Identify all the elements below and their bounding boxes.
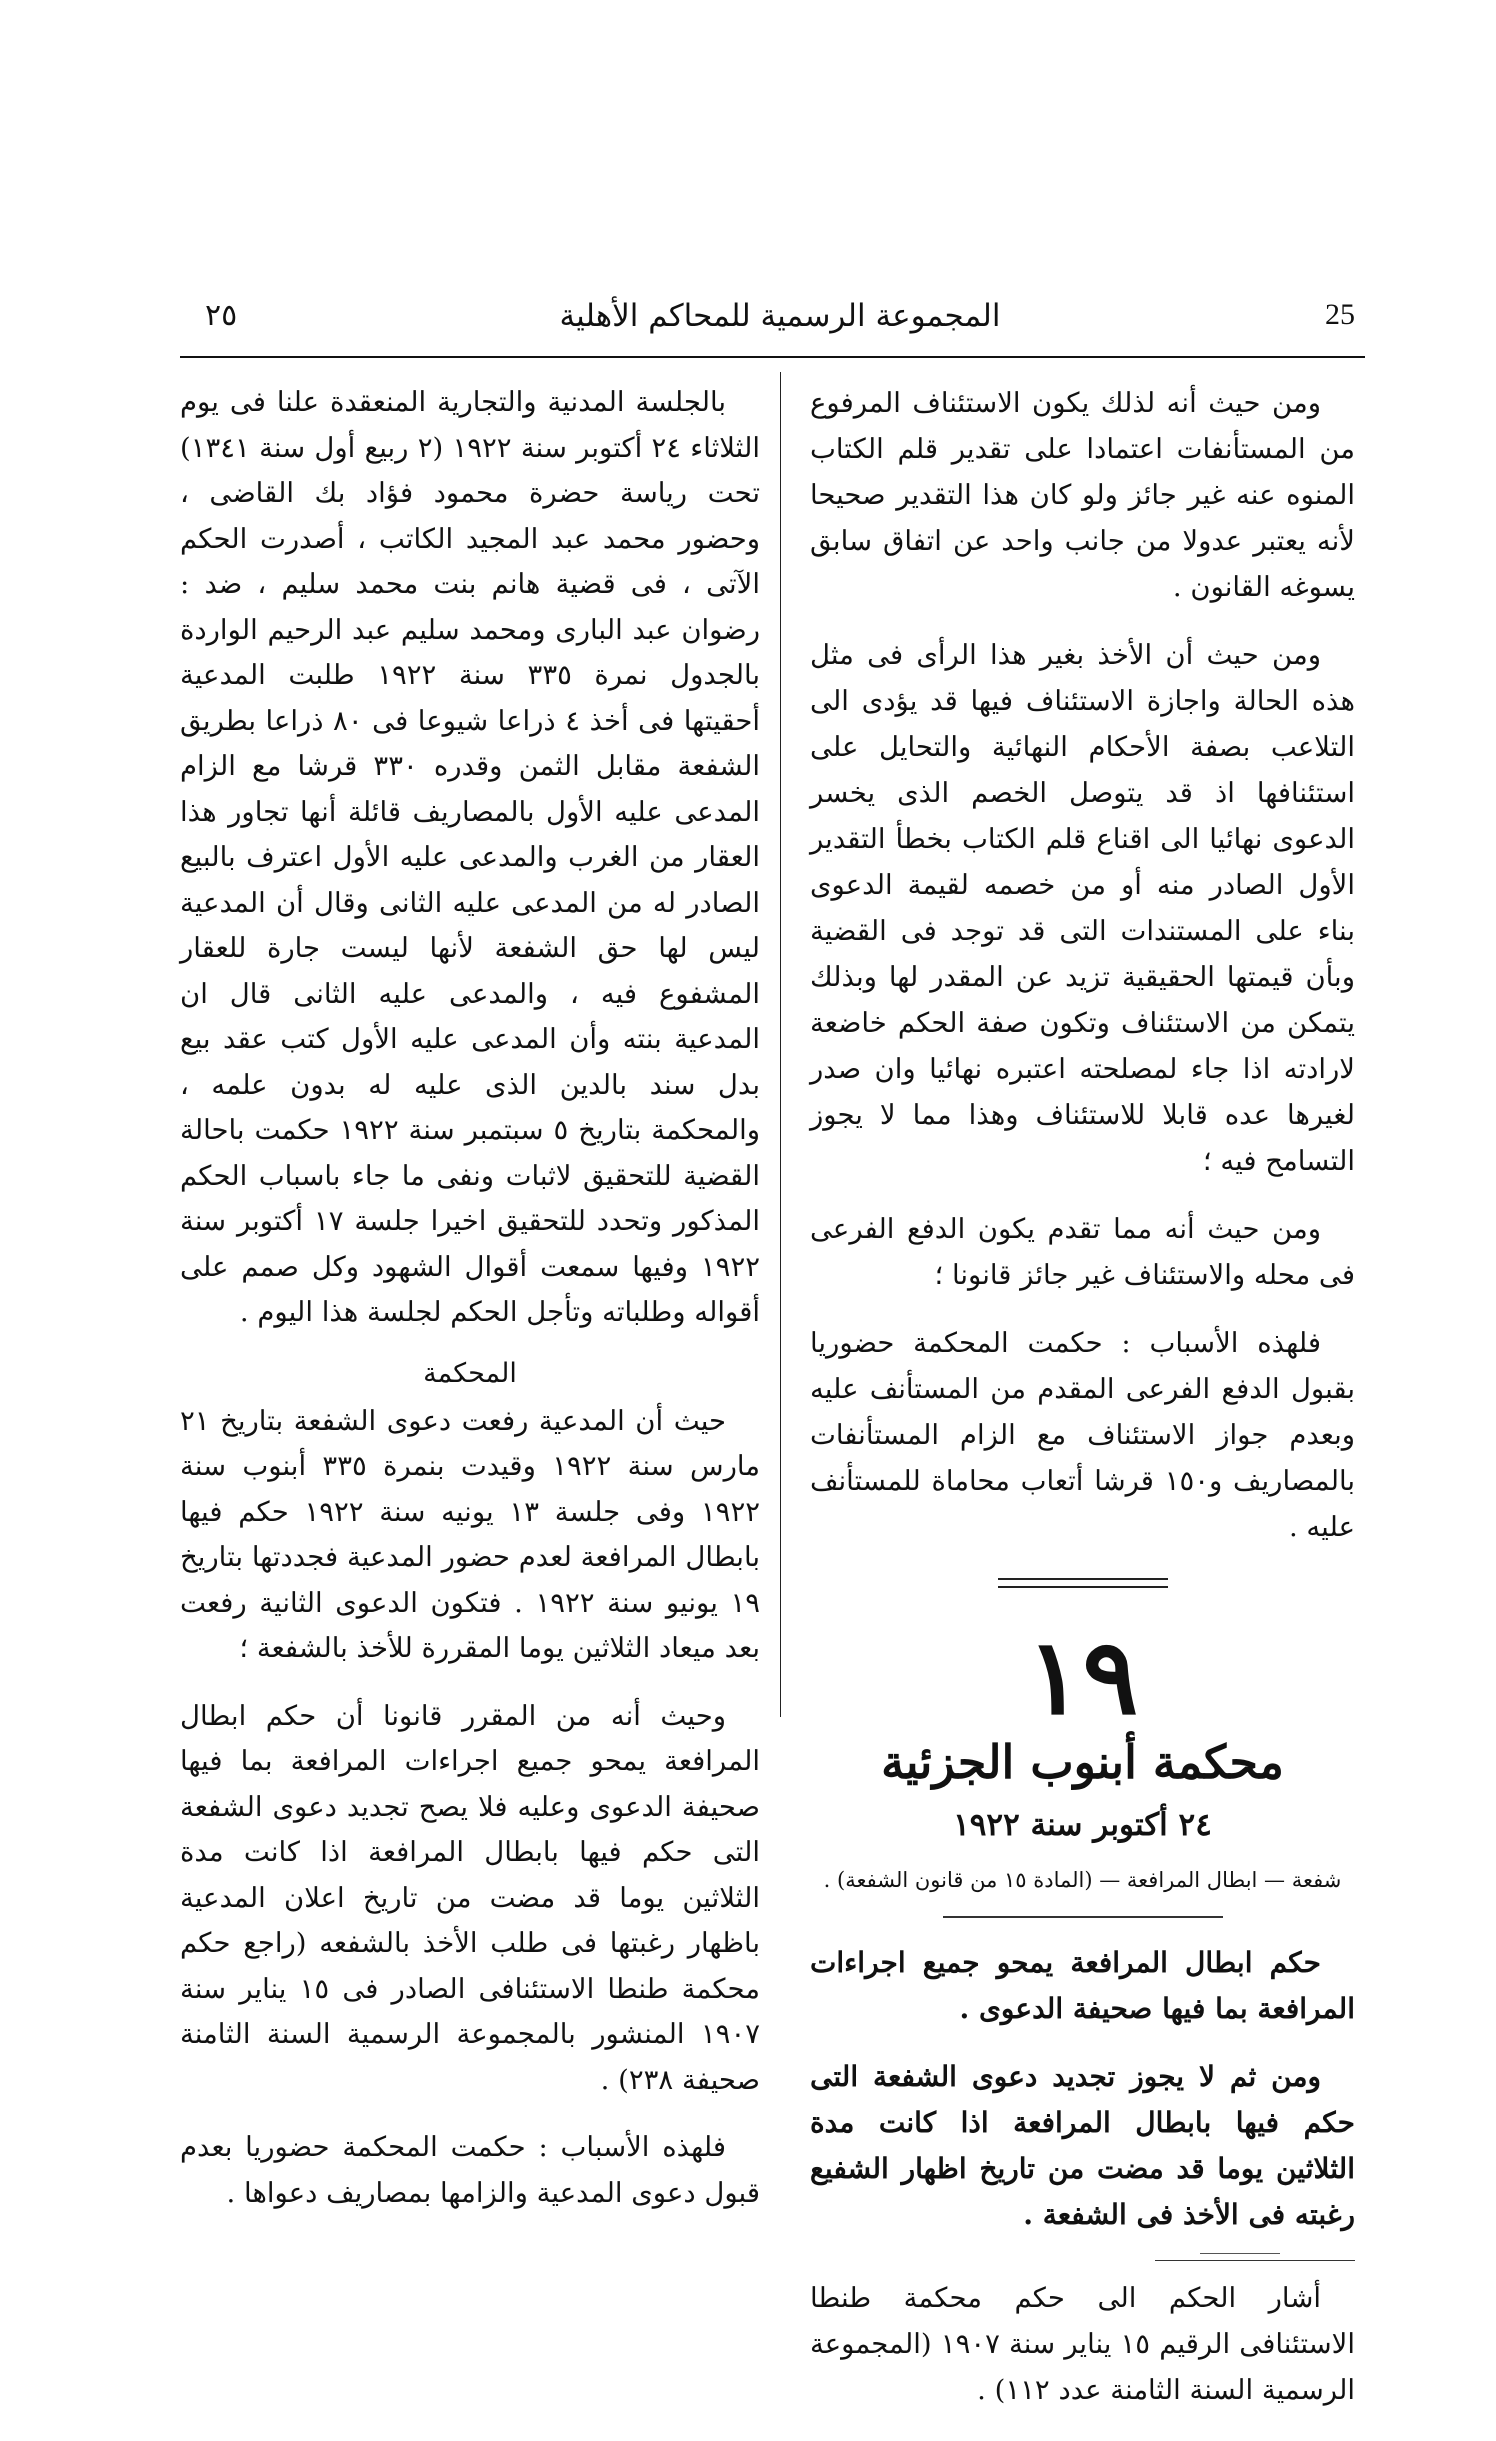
case-number: ١٩	[1026, 1615, 1139, 1738]
footnote-rule	[1155, 2260, 1355, 2261]
paragraph: ومن حيث أن الأخذ بغير هذا الرأى فى مثل هذه الحالة واجازة الاستئناف فيها قد يؤدى الى التلاعب بصفة الأحكام النهائية والتحايل على استئنافها اذ قد يتوصل الخصم الذى يخسر الدعوى نهائيا الى اقناع قلم الكتاب بخطأ التقدير الأول الصادر منه أو من خصمه لقيمة الدعوى بناء على المستندات التى قد توجد فى القضية وبأن قيمتها الحقيقية تزيد عن المقدر لها وبذلك يتمكن من الاستئناف وتكون صفة الحكم خاضعة لارادته اذا جاء لمصلحته اعتبره نهائيا وان صدر لغيرها عده قابلا للاستئناف وهذا مما لا يجوز التسامح فيه ؛	[810, 639, 1355, 1177]
legal-principle: ومن ثم لا يجوز تجديد دعوى الشفعة التى حكم فيها بابطال المرافعة اذا كانت مدة الثلاثين يوما قد مضت من تاريخ اظهار الشفيع رغبته فى الأخذ فى الشفعة .	[810, 2060, 1355, 2231]
keywords-rule	[943, 1916, 1223, 1918]
running-title: المجموعة الرسمية للمحاكم الأهلية	[559, 298, 1001, 334]
page-number-arabic: ٢٥	[205, 298, 238, 333]
case-date: ٢٤ أكتوبر سنة ١٩٢٢	[953, 1807, 1212, 1843]
page-mark	[1200, 2253, 1280, 2254]
left-column	[180, 380, 760, 2238]
right-column	[810, 380, 1355, 2435]
header-rule	[180, 356, 1365, 358]
section-heading: المحكمة	[423, 1357, 517, 1389]
paragraph: فلهذه الأسباب : حكمت المحكمة حضوريا بقبول الدفع الفرعى المقدم من المستأنف عليه وبعدم جواز الاستئناف مع الزام المستأنفات بالمصاريف و١٥٠ قرشا أتعاب محاماة للمستأنف عليه .	[810, 1327, 1355, 1543]
court-name: محكمة أبنوب الجزئية	[881, 1735, 1284, 1789]
column-divider	[780, 372, 781, 1717]
page-header	[205, 298, 1355, 348]
paragraph: فلهذه الأسباب : حكمت المحكمة حضوريا بعدم قبول دعوى المدعية والزامها بمصاريف دعواها .	[180, 2131, 760, 2209]
paragraph: حيث أن المدعية رفعت دعوى الشفعة بتاريخ ٢١ مارس سنة ١٩٢٢ وقيدت بنمرة ٣٣٥ أبنوب سنة ١٩٢٢ وفى جلسة ١٣ يونيه سنة ١٩٢٢ حكم فيها بابطال المرافعة لعدم حضور المدعية فجددتها بتاريخ ١٩ يونيو سنة ١٩٢٢ . فتكون الدعوى الثانية رفعت بعد ميعاد الثلاثين يوما المقررة للأخذ بالشفعة ؛	[180, 1404, 760, 1664]
page-number-latin: 25	[1325, 298, 1355, 331]
section-separator	[998, 1578, 1168, 1588]
paragraph: وحيث أنه من المقرر قانونا أن حكم ابطال المرافعة يمحو جميع اجراءات المرافعة بما فيها صحيفة الدعوى وعليه فلا يصح تجديد دعوى الشفعة التى حكم فيها بابطال المرافعة اذا كانت مدة الثلاثين يوما قد مضت من تاريخ اعلان المدعية باظهار رغبتها فى طلب الأخذ بالشفعه (راجع حكم محكمة طنطا الاستئنافى الصادر فى ١٥ يناير سنة ١٩٠٧ المنشور بالمجموعة الرسمية السنة الثامنة صحيفة ٢٣٨) .	[180, 1699, 760, 2096]
paragraph: ومن حيث أنه مما تقدم يكون الدفع الفرعى فى محله والاستئناف غير جائز قانونا ؛	[810, 1213, 1355, 1291]
footnote: أشار الحكم الى حكم محكمة طنطا الاستئنافى الرقيم ١٥ يناير سنة ١٩٠٧ (المجموعة الرسمية السنة الثامنة عدد ١١٢) .	[810, 2282, 1355, 2406]
legal-principle: حكم ابطال المرافعة يمحو جميع اجراءات المرافعة بما فيها صحيفة الدعوى .	[810, 1946, 1355, 2025]
case-keywords: شفعة — ابطال المرافعة — (المادة ١٥ من قانون الشفعة) .	[823, 1868, 1342, 1892]
paragraph: ومن حيث أنه لذلك يكون الاستئناف المرفوع من المستأنفات اعتمادا على تقدير قلم الكتاب المنوه عنه غير جائز ولو كان هذا التقدير صحيحا لأنه يعتبر عدولا من جانب واحد عن اتفاق سابق يسوغه القانون .	[810, 387, 1355, 603]
paragraph: بالجلسة المدنية والتجارية المنعقدة علنا فى يوم الثلاثاء ٢٤ أكتوبر سنة ١٩٢٢ (٢ ربيع أول سنة ١٣٤١) تحت رياسة حضرة محمود فؤاد بك القاضى ، وحضور محمد عبد المجيد الكاتب ، أصدرت الحكم الآتى ، فى قضية هانم بنت محمد سليم ، ضد : رضوان عبد البارى ومحمد سليم عبد الرحيم الواردة بالجدول نمرة ٣٣٥ سنة ١٩٢٢ طلبت المدعية أحقيتها فى أخذ ٤ ذراعا شيوعا فى ٨٠ ذراعا بطريق الشفعة مقابل الثمن وقدره ٣٣٠ قرشا مع الزام المدعى عليه الأول بالمصاريف قائلة أنها تجاور هذا العقار من الغرب والمدعى عليه الأول اعترف بالبيع الصادر له من المدعى عليه الثانى وقال أن المدعية ليس لها حق الشفعة لأنها ليست جارة للعقار المشفوع فيه ، والمدعى عليه الثانى قال ان المدعية بنته وأن المدعى عليه الأول كتب عقد بيع بدل سند بالدين الذى عليه له بدون علمه ، والمحكمة بتاريخ ٥ سبتمبر سنة ١٩٢٢ حكمت باحالة القضية للتحقيق لاثبات ونفى ما جاء باسباب الحكم المذكور وتحدد للتحقيق اخيرا جلسة ١٧ أكتوبر سنة ١٩٢٢ وفيها سمعت أقوال الشهود وكل صمم على أقواله وطلباته وتأجل الحكم لجلسة هذا اليوم .	[180, 386, 760, 1328]
